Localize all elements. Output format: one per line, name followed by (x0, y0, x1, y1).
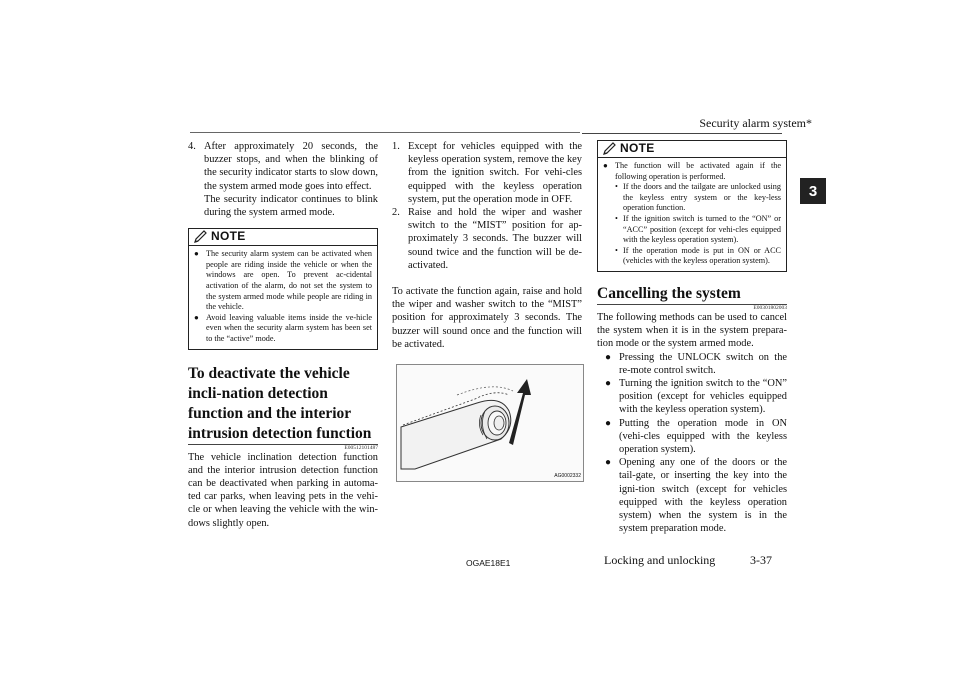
note-item: ● The function will be activated again if the following operation is performed. (603, 161, 781, 181)
bullet-icon: ● (194, 249, 199, 259)
list-item: ● Pressing the UNLOCK switch on the re-mote control switch. (605, 351, 787, 376)
pencil-icon (602, 142, 617, 156)
step-4 (188, 140, 378, 219)
step-text: Except for vehicles equipped with the keyless operation system, remove the key from the ignition switch. For vehi-cles equipped with the keyless operation system, put the operation mode in OFF. (408, 141, 582, 205)
step-text: After approximately 20 seconds, the buzzer stops, and when the blinking of the security indicator starts to slow down, the system armed mode goes into effect. (204, 141, 378, 192)
note-body (598, 157, 786, 271)
footer-page-number: 3-37 (750, 553, 772, 567)
note-header (598, 141, 786, 157)
note-item: ● The security alarm system can be activated when people are riding inside the vehicle or when the windows are open. To prevent ac-cidental activation of the alarm, do not set the system to the system armed mode while people are riding in the vehicle. (194, 249, 372, 312)
sub-bullet-icon: • (615, 245, 618, 255)
sub-bullet-icon: • (615, 182, 618, 192)
note-label: NOTE (211, 229, 246, 244)
sub-bullet-icon: • (615, 213, 618, 223)
paragraph: The following methods can be used to cancel the system when it is in the system prepara-tion mode or the system armed mode. (597, 311, 787, 350)
section-code: E00512101487 (344, 444, 378, 451)
list-item: ● Putting the operation mode in ON (vehi-cles equipped with the keyless operation system). (605, 417, 787, 455)
bullet-icon: ● (605, 457, 612, 469)
note-label: NOTE (620, 141, 655, 155)
paragraph: The vehicle inclination detection function and the interior intrusion detection function can be deactivated when parking in automa-ted car parks, when leaving pets in the vehi-cle or when leaving the vehicle with the win-dows slightly open. (188, 451, 378, 529)
step-1 (392, 140, 582, 206)
list-item: ● Turning the ignition switch to the “ON” position (except for vehicles equipped with the keyless operation system). (605, 377, 787, 416)
bullet-icon: ● (603, 161, 608, 170)
step-2 (392, 206, 582, 272)
bullet-icon: ● (605, 351, 612, 363)
note-subitem: • If the ignition switch is turned to the “ON” or “ACC” position (except for vehi-cles equipped with the keyless operation system). (615, 213, 781, 245)
paragraph: To activate the function again, raise and hold the wiper and washer switch to the “MIST” position for approximately 3 seconds. The buzzer will sound once and the function will be activated. (392, 286, 582, 350)
step-number: 2. (392, 207, 400, 219)
bullet-icon: ● (605, 417, 612, 429)
column-3 (597, 140, 787, 535)
note-body (189, 245, 377, 348)
section-heading: Cancelling the system (597, 284, 741, 302)
figure-code: AG0002332 (554, 473, 581, 479)
section-code: E00301802003 (753, 304, 787, 311)
wiper-switch-illustration (396, 364, 584, 482)
footer-section: Locking and unlocking (604, 553, 716, 567)
note-item: ● Avoid leaving valuable items inside the ve-hicle even when the security alarm system has been set to the “active” mode. (194, 312, 372, 343)
running-header-title: Security alarm system* (699, 116, 812, 130)
wiper-lever-illustration (397, 365, 583, 481)
step-number: 4. (188, 141, 196, 152)
top-rule (190, 132, 580, 133)
note-subitem: • If the operation mode is put in ON or ACC (vehicles with the keyless operation system). (615, 245, 781, 266)
step-text-2: The security indicator continues to blink during the system armed mode. (204, 193, 378, 219)
pencil-icon (193, 230, 208, 244)
footer-code: OGAE18E1 (466, 558, 511, 568)
note-subitem: • If the doors and the tailgate are unlocked using the keyless entry system or the key-less operation function. (615, 182, 781, 213)
step-text: Raise and hold the wiper and washer switch to the “MIST” position for ap-proximately 3 seconds. The buzzer will sound twice and the function will be de-activated. (408, 207, 582, 271)
column-1 (188, 140, 378, 530)
chapter-tab: 3 (800, 178, 826, 204)
step-number: 1. (392, 141, 400, 152)
note-box (597, 140, 787, 272)
list-item: ● Opening any one of the doors or the tail-gate, or inserting the key into the igni-tion switch (except for vehicles equipped with the keyless operation system) when the system is in the system preparation mode. (605, 457, 787, 535)
note-header (189, 229, 377, 245)
section-heading: To deactivate the vehicle incli-nation detection function and the interior intrusion detection function (188, 364, 372, 442)
column-2 (392, 140, 582, 351)
header-rule (582, 133, 782, 134)
note-box (188, 228, 378, 349)
bullet-icon: ● (194, 312, 199, 322)
bullet-icon: ● (605, 377, 612, 389)
